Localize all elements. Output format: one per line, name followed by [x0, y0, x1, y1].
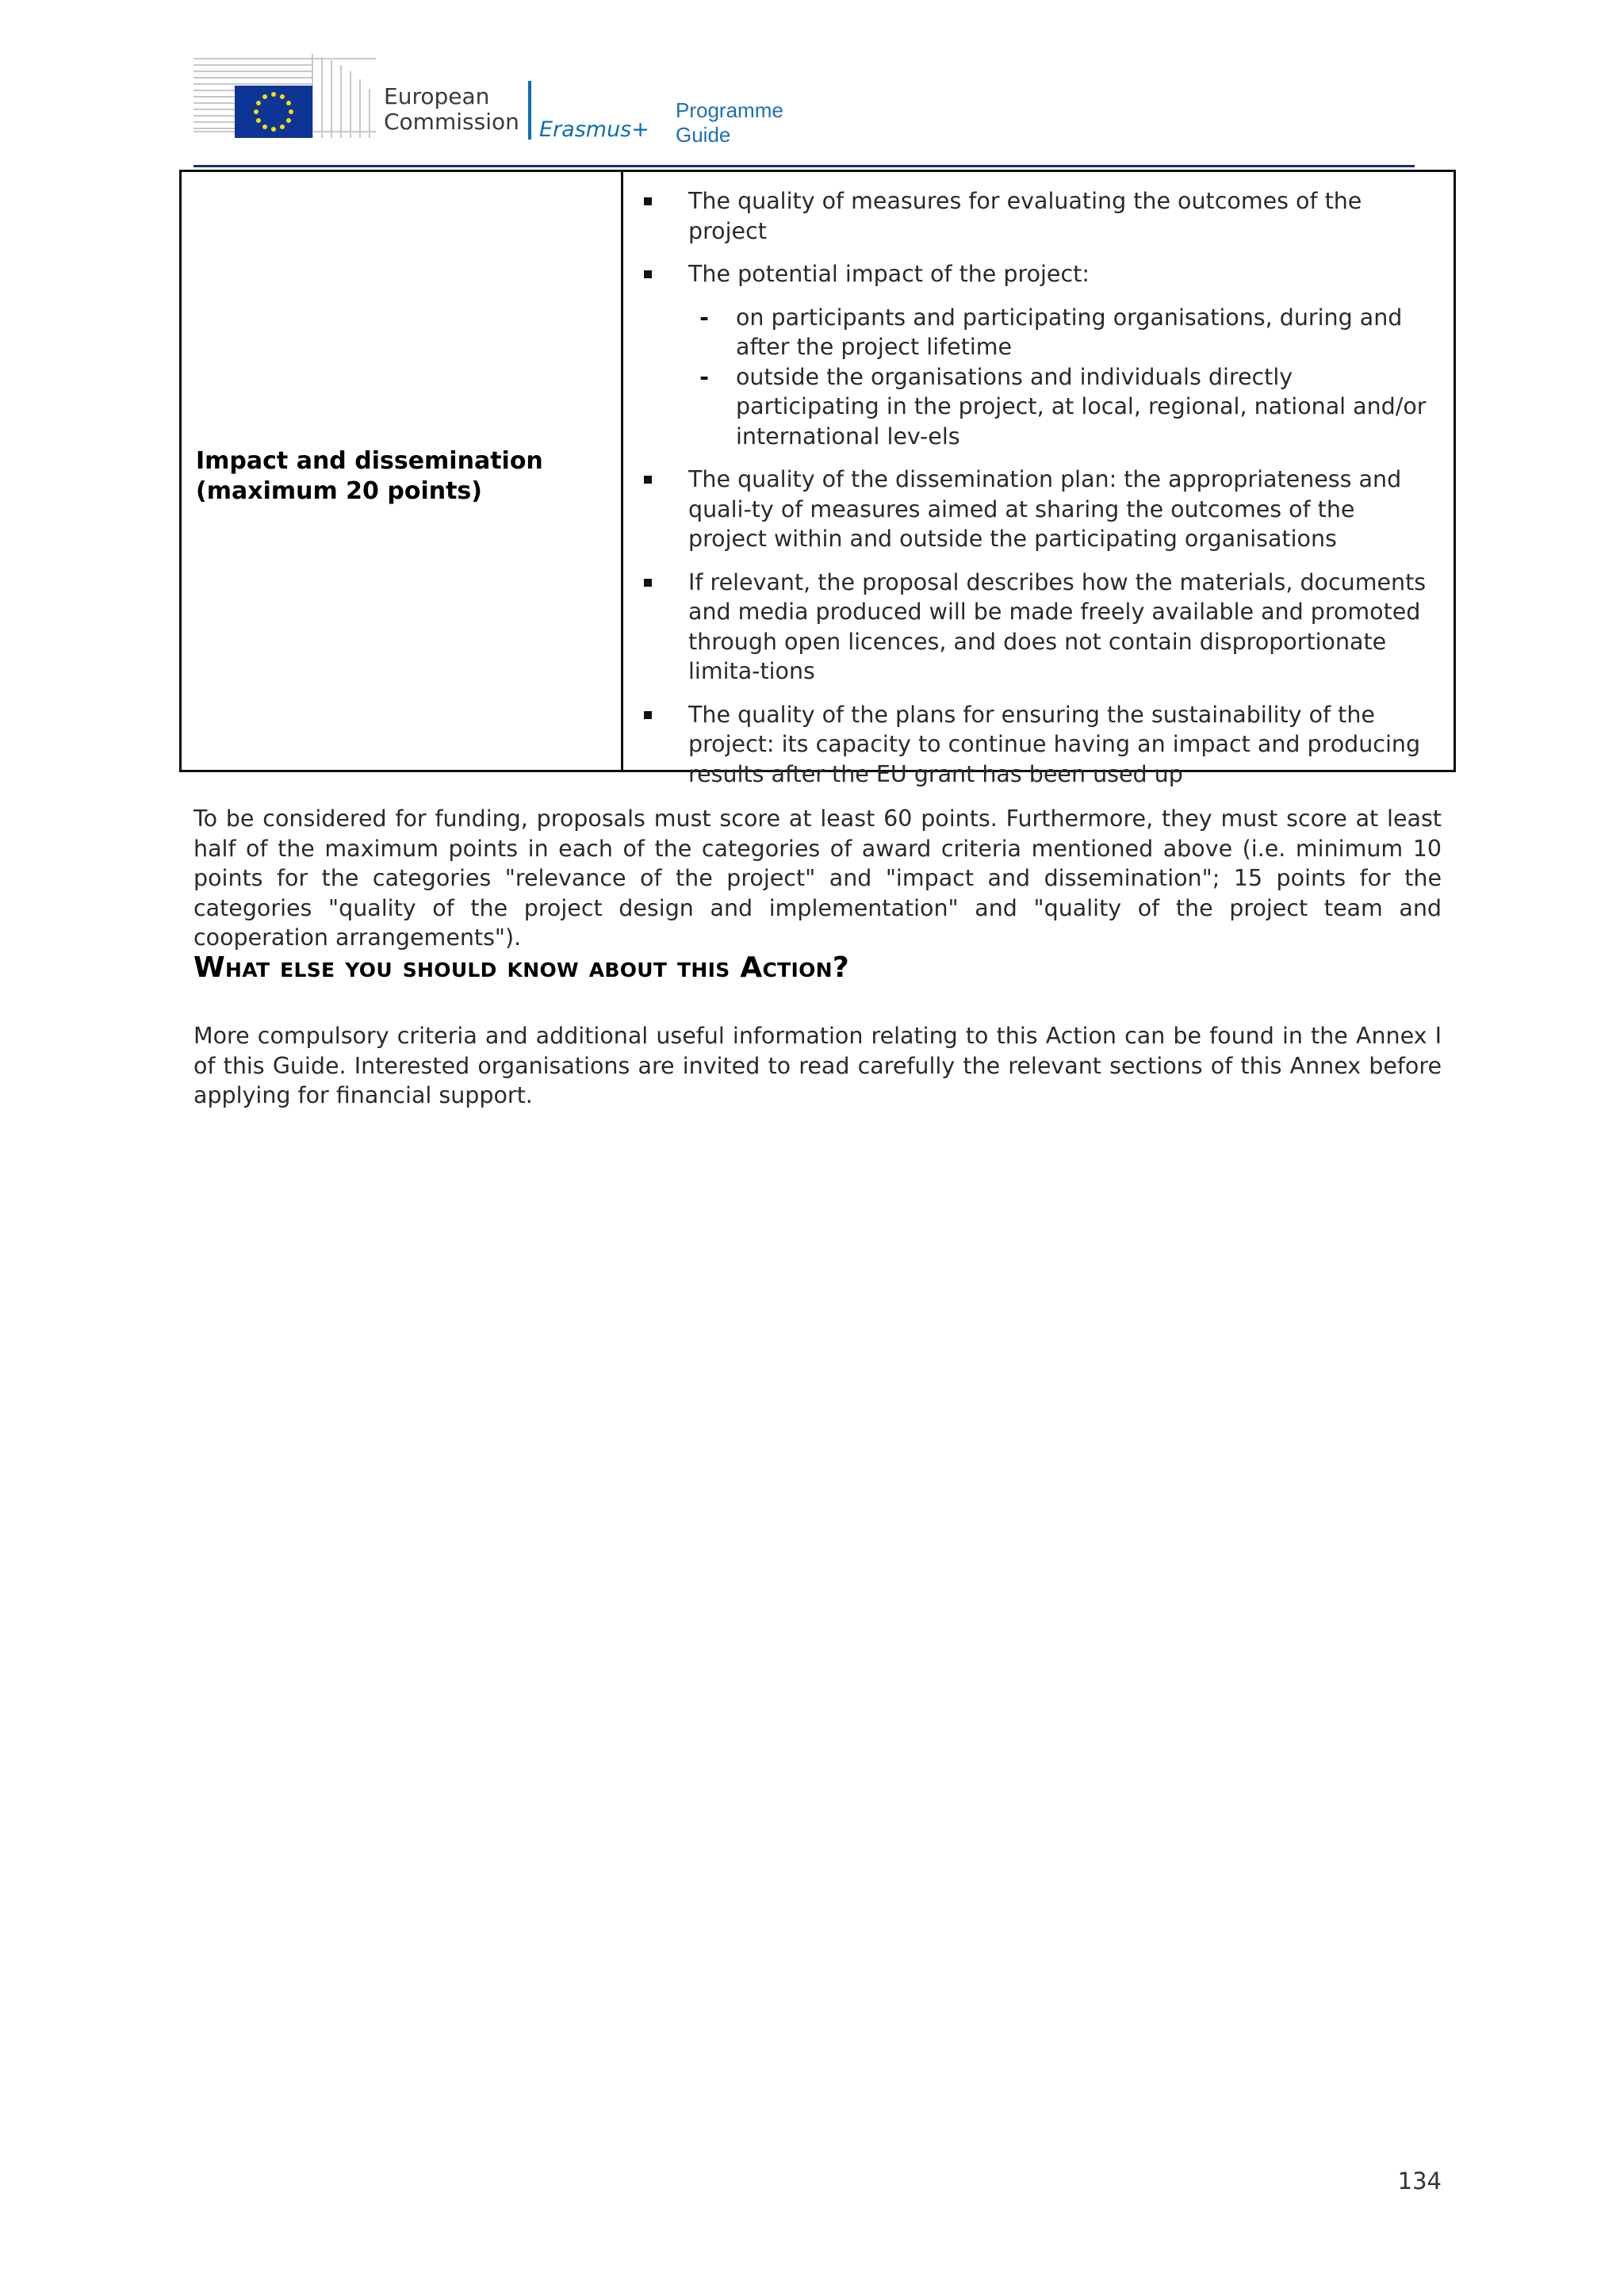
award-criteria-table: [179, 170, 1456, 787]
sub-item: - on participants and participating organisations, during and after the project lifetime: [688, 303, 1434, 362]
annex-paragraph: More compulsory criteria and additional useful information relating to this Action can be found in the Annex I of this Guide. Interested organisations are invited to read carefully the relevant sections of this Annex before applying for financial support.: [193, 1023, 1442, 1108]
square-bullet-icon: [644, 270, 652, 278]
impact-sublist: [688, 303, 1434, 452]
square-bullet-icon: [644, 711, 652, 719]
erasmus-wordmark: Erasmus+: [539, 117, 649, 142]
criteria-item: The quality of the dissemination plan: the appropriateness and quali-ty of measures aimed at sharing the outcomes of the project within and outside the participating organisations: [623, 465, 1434, 554]
criteria-item: If relevant, the proposal describes how the materials, documents and media produced will be made freely available and promoted through open licences, and does not contain disproportionate limita-tions: [623, 568, 1434, 687]
commission-wordmark: European Commission: [384, 83, 519, 135]
criteria-item: The potential impact of the project: - on participants and participating organisations, during and after the project lifetime - outside the organisations and individuals directly participating in the project, at local, regional, national and/or international lev-els: [623, 259, 1434, 451]
programme-guide-label: Programme Guide: [676, 98, 783, 147]
page-number: 134: [1397, 2168, 1442, 2195]
commission-logo: [193, 49, 376, 143]
brand-separator: [528, 81, 531, 140]
section-heading: What else you should know about this Action?: [193, 951, 850, 984]
header-rule: [193, 165, 1415, 167]
criteria-title: Impact and dissemination (maximum 20 points): [196, 447, 543, 505]
sub-item: - outside the organisations and individuals directly participating in the project, at local, regional, national and/or international lev-els: [688, 362, 1434, 452]
square-bullet-icon: [644, 476, 652, 484]
criteria-list: [623, 186, 1434, 789]
criteria-details-cell: [623, 172, 1454, 787]
square-bullet-icon: [644, 579, 652, 587]
page-header: [193, 44, 1415, 163]
dash-marker: -: [699, 363, 709, 390]
criteria-item: The quality of the plans for ensuring the sustainability of the project: its capacity to continue having an impact and producing results after the EU grant has been used up: [623, 700, 1434, 790]
funding-threshold-paragraph: To be considered for funding, proposals must score at least 60 points. Furthermore, they must score at least half of the maximum points in each of the categories of award criteria mentioned above (i.e. minimum 10 points for the categories "relevance of the project" and "impact and dissemination"; 15 points for the categories "quality of the project design and implementation" and "quality of the project team and cooperation arrangements").: [193, 806, 1442, 951]
criteria-item: The quality of measures for evaluating the outcomes of the project: [623, 186, 1434, 246]
dash-marker: -: [699, 304, 709, 331]
criteria-label-cell: [182, 172, 623, 770]
square-bullet-icon: [644, 197, 652, 205]
